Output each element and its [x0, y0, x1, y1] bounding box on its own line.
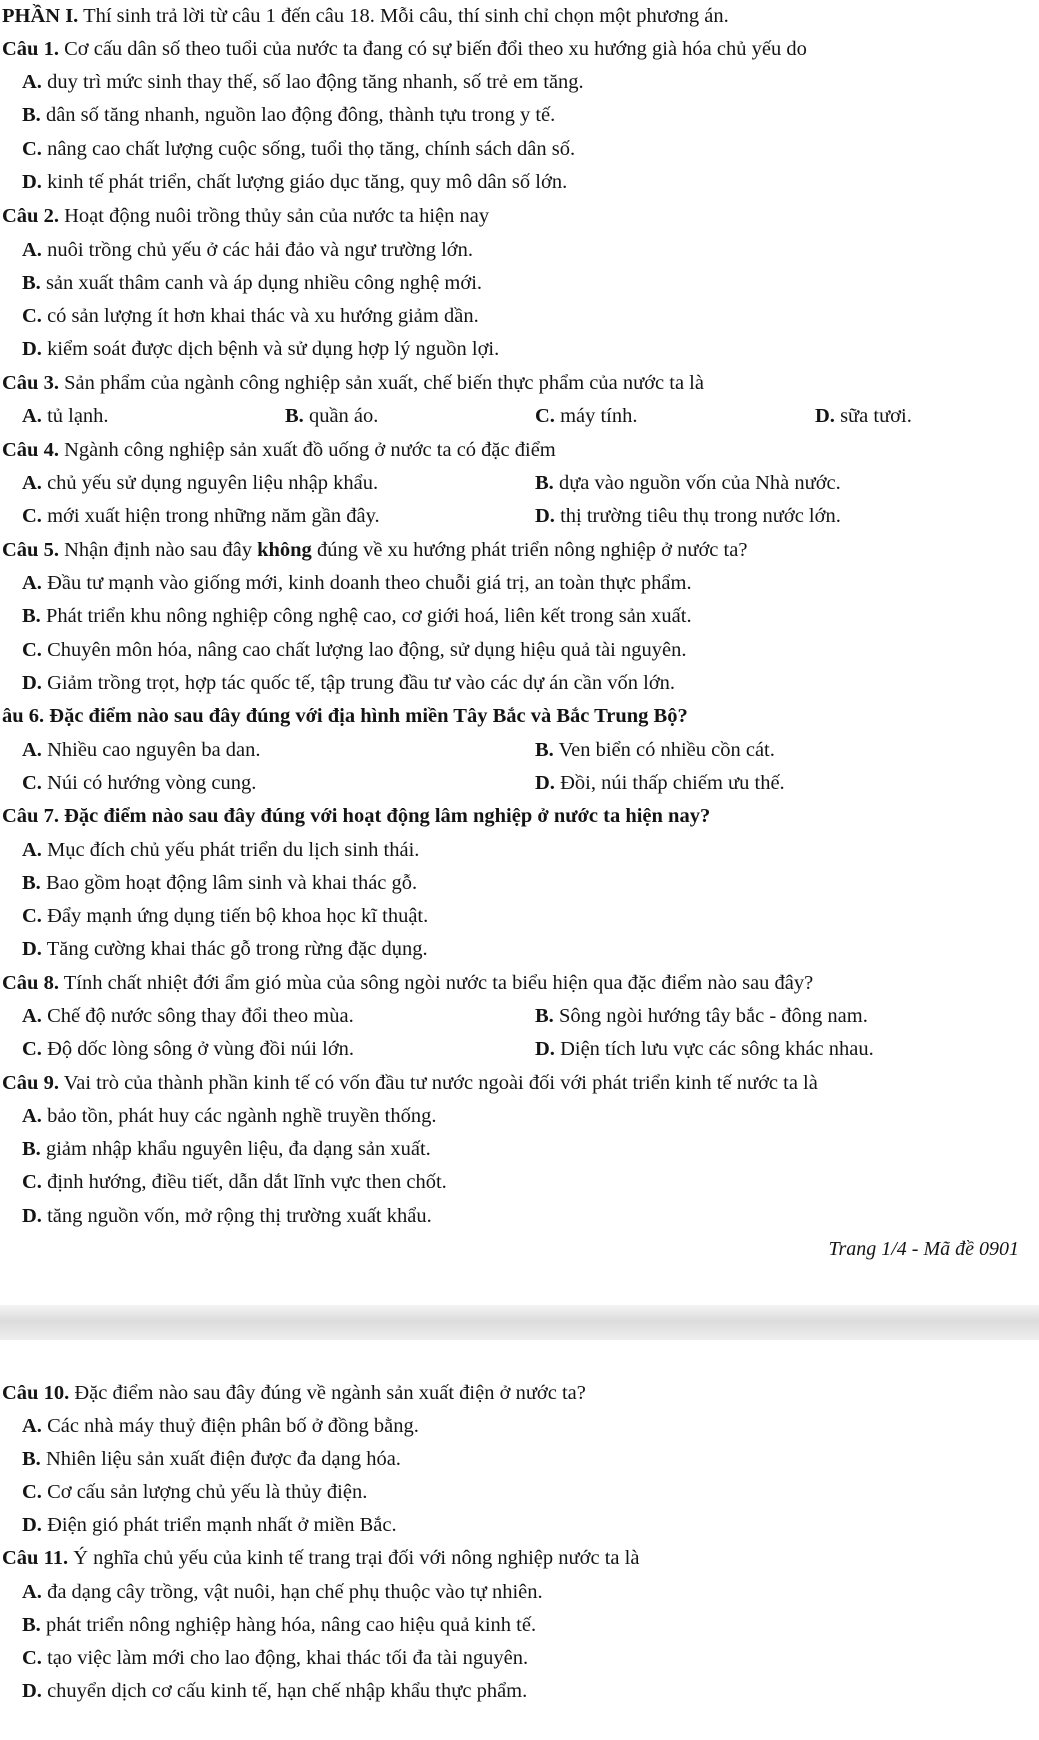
option-letter: B.	[285, 405, 304, 427]
question-1	[2, 36, 807, 62]
option-text: Nhiên liệu sản xuất điện được đa dạng hóa.	[40, 1448, 401, 1470]
option-text: định hướng, điều tiết, dẫn dắt lĩnh vực then chốt.	[41, 1171, 447, 1193]
question-2-option-c	[22, 303, 479, 329]
option-letter: A.	[22, 1415, 42, 1437]
question-2-option-b	[22, 270, 482, 296]
question-label: Câu 5.	[2, 539, 59, 561]
question-6	[2, 703, 688, 729]
option-text: Bao gồm hoạt động lâm sinh và khai thác gỗ.	[40, 872, 418, 894]
question-5	[2, 537, 747, 563]
question-7-option-a	[22, 837, 419, 863]
option-text: tăng nguồn vốn, mở rộng thị trường xuất khẩu.	[41, 1205, 432, 1227]
option-letter: D.	[535, 505, 555, 527]
option-letter: B.	[22, 872, 41, 894]
question-4	[2, 437, 556, 463]
section-instruction: Thí sinh trả lời từ câu 1 đến câu 18. Mỗi câu, thí sinh chỉ chọn một phương án.	[78, 5, 729, 27]
option-letter: C.	[22, 639, 42, 661]
option-letter: C.	[535, 405, 555, 427]
question-11-option-b	[22, 1612, 536, 1638]
question-2	[2, 203, 489, 229]
question-4-option-d	[535, 503, 841, 529]
option-text: Nhiều cao nguyên ba dan.	[41, 739, 261, 761]
option-text: có sản lượng ít hơn khai thác và xu hướng giảm dần.	[41, 305, 479, 327]
option-letter: D.	[22, 338, 42, 360]
question-text: Hoạt động nuôi trồng thủy sản của nước ta hiện nay	[58, 205, 490, 227]
option-text: Cơ cấu sản lượng chủ yếu là thủy điện.	[41, 1481, 368, 1503]
option-text: bảo tồn, phát huy các ngành nghề truyền thống.	[41, 1105, 437, 1127]
question-8-option-b	[535, 1003, 868, 1029]
option-letter: A.	[22, 239, 42, 261]
question-2-option-a	[22, 237, 473, 263]
option-text: đa dạng cây trồng, vật nuôi, hạn chế phụ thuộc vào tự nhiên.	[41, 1581, 543, 1603]
section-header	[2, 3, 729, 29]
option-text: dân số tăng nhanh, nguồn lao động đông, thành tựu trong y tế.	[40, 104, 556, 126]
question-label: Câu 3.	[2, 372, 59, 394]
option-text: kiểm soát được dịch bệnh và sử dụng hợp lý nguồn lợi.	[41, 338, 500, 360]
question-text: Vai trò của thành phần kinh tế có vốn đầu tư nước ngoài đối với phát triển kinh tế nước ta là	[58, 1072, 818, 1094]
question-10-option-d	[22, 1512, 397, 1538]
question-label: Câu 2.	[2, 205, 59, 227]
question-8-option-d	[535, 1036, 874, 1062]
option-text: Độ dốc lòng sông ở vùng đồi núi lớn.	[41, 1038, 355, 1060]
question-6-option-d	[535, 770, 785, 796]
option-letter: A.	[22, 572, 42, 594]
question-3	[2, 370, 704, 396]
question-5-option-d	[22, 670, 675, 696]
question-9-option-b	[22, 1136, 431, 1162]
option-letter: D.	[22, 1205, 42, 1227]
question-10-option-b	[22, 1446, 401, 1472]
option-text: Đồi, núi thấp chiếm ưu thế.	[554, 772, 785, 794]
option-text: Sông ngòi hướng tây bắc - đông nam.	[553, 1005, 868, 1027]
question-3-option-b	[285, 403, 378, 429]
question-7-option-b	[22, 870, 417, 896]
option-letter: C.	[22, 772, 42, 794]
question-4-option-b	[535, 470, 841, 496]
option-text: Chuyên môn hóa, nâng cao chất lượng lao động, sử dụng hiệu quả tài nguyên.	[41, 639, 687, 661]
option-letter: A.	[22, 839, 42, 861]
option-letter: C.	[22, 1647, 42, 1669]
option-letter: B.	[22, 104, 41, 126]
option-letter: D.	[535, 772, 555, 794]
question-5-option-a	[22, 570, 692, 596]
question-10-option-c	[22, 1479, 367, 1505]
option-letter: C.	[22, 138, 42, 160]
option-text: sữa tươi.	[834, 405, 912, 427]
question-6-option-c	[22, 770, 256, 796]
question-3-option-c	[535, 403, 638, 429]
option-letter: D.	[22, 1680, 42, 1702]
option-text: Ven biển có nhiều cồn cát.	[553, 739, 775, 761]
question-text: Cơ cấu dân số theo tuổi của nước ta đang có sự biến đổi theo xu hướng già hóa chủ yếu do	[58, 38, 807, 60]
question-label: Câu 8.	[2, 972, 59, 994]
option-letter: B.	[535, 1005, 554, 1027]
option-letter: A.	[22, 405, 42, 427]
question-label: Câu 11.	[2, 1547, 69, 1569]
option-text: sản xuất thâm canh và áp dụng nhiều công nghệ mới.	[40, 272, 483, 294]
question-1-option-d	[22, 169, 567, 195]
question-5-option-b	[22, 603, 692, 629]
option-text: kinh tế phát triển, chất lượng giáo dục tăng, quy mô dân số lớn.	[41, 171, 568, 193]
question-text: Ý nghĩa chủ yếu của kinh tế trang trại đối với nông nghiệp nước ta là	[68, 1547, 640, 1569]
question-1-option-b	[22, 102, 555, 128]
option-text: Núi có hướng vòng cung.	[41, 772, 257, 794]
option-letter: C.	[22, 905, 42, 927]
question-4-option-a	[22, 470, 378, 496]
option-text: Đầu tư mạnh vào giống mới, kinh doanh theo chuỗi giá trị, an toàn thực phẩm.	[41, 572, 692, 594]
page-footer: Trang 1/4 - Mã đề 0901	[828, 1238, 1019, 1260]
question-label: Câu 10.	[2, 1382, 70, 1404]
option-letter: A.	[22, 1005, 42, 1027]
question-text: Nhận định nào sau đây	[58, 539, 258, 561]
option-text: dựa vào nguồn vốn của Nhà nước.	[553, 472, 841, 494]
option-text: tủ lạnh.	[41, 405, 109, 427]
option-text: duy trì mức sinh thay thế, số lao động tăng nhanh, số trẻ em tăng.	[41, 71, 584, 93]
section-title: PHẦN I.	[2, 5, 79, 27]
option-text: Giảm trồng trọt, hợp tác quốc tế, tập trung đầu tư vào các dự án cần vốn lớn.	[41, 672, 676, 694]
option-letter: B.	[535, 739, 554, 761]
question-label: Câu 1.	[2, 38, 59, 60]
option-letter: D.	[22, 1514, 42, 1536]
option-letter: B.	[22, 272, 41, 294]
question-text: Đặc điểm nào sau đây đúng về ngành sản xuất điện ở nước ta?	[69, 1382, 586, 1404]
question-7-option-d	[22, 936, 428, 962]
question-emphasis: không	[257, 539, 312, 561]
option-text: tạo việc làm mới cho lao động, khai thác tối đa tài nguyên.	[41, 1647, 529, 1669]
option-letter: A.	[22, 739, 42, 761]
question-1-option-c	[22, 136, 575, 162]
option-letter: C.	[22, 1038, 42, 1060]
option-letter: A.	[22, 71, 42, 93]
question-3-option-a	[22, 403, 109, 429]
option-letter: C.	[22, 305, 42, 327]
option-letter: D.	[22, 171, 42, 193]
option-text: Điện gió phát triển mạnh nhất ở miền Bắc.	[41, 1514, 397, 1536]
question-8	[2, 970, 813, 996]
option-text: giảm nhập khẩu nguyên liệu, đa dạng sản xuất.	[40, 1138, 431, 1160]
question-10-option-a	[22, 1413, 419, 1439]
option-text: Chế độ nước sông thay đổi theo mùa.	[41, 1005, 354, 1027]
option-text: Đẩy mạnh ứng dụng tiến bộ khoa học kĩ thuật.	[41, 905, 429, 927]
option-letter: B.	[22, 1614, 41, 1636]
option-letter: A.	[22, 1581, 42, 1603]
option-text: nuôi trồng chủ yếu ở các hải đảo và ngư trường lớn.	[41, 239, 473, 261]
option-letter: D.	[535, 1038, 555, 1060]
question-3-option-d	[815, 403, 912, 429]
option-letter: D.	[815, 405, 835, 427]
question-9	[2, 1070, 818, 1096]
option-text: Tăng cường khai thác gỗ trong rừng đặc dụng.	[41, 938, 428, 960]
option-letter: A.	[22, 472, 42, 494]
question-11-option-c	[22, 1645, 528, 1671]
option-text: Các nhà máy thuỷ điện phân bố ở đồng bằng.	[41, 1415, 419, 1437]
question-text: đúng về xu hướng phát triển nông nghiệp ở nước ta?	[311, 539, 748, 561]
question-9-option-d	[22, 1203, 432, 1229]
option-letter: C.	[22, 505, 42, 527]
question-6-option-b	[535, 737, 775, 763]
question-label: Câu 9.	[2, 1072, 59, 1094]
exam-page-2	[0, 1340, 1039, 1740]
option-letter: C.	[22, 1171, 42, 1193]
option-text: Mục đích chủ yếu phát triển du lịch sinh thái.	[41, 839, 420, 861]
option-text: máy tính.	[554, 405, 638, 427]
option-text: phát triển nông nghiệp hàng hóa, nâng cao hiệu quả kinh tế.	[40, 1614, 537, 1636]
option-letter: B.	[22, 605, 41, 627]
question-text: Ngành công nghiệp sản xuất đồ uống ở nước ta có đặc điểm	[58, 439, 556, 461]
option-text: quần áo.	[303, 405, 379, 427]
question-label: âu 6. Đặc điểm nào sau đây đúng với địa hình miền Tây Bắc và Bắc Trung Bộ?	[2, 705, 688, 727]
option-letter: D.	[22, 938, 42, 960]
option-text: nâng cao chất lượng cuộc sống, tuổi thọ tăng, chính sách dân số.	[41, 138, 576, 160]
option-letter: C.	[22, 1481, 42, 1503]
question-11	[2, 1545, 639, 1571]
question-4-option-c	[22, 503, 380, 529]
option-text: Diện tích lưu vực các sông khác nhau.	[554, 1038, 874, 1060]
question-5-option-c	[22, 637, 686, 663]
option-text: thị trường tiêu thụ trong nước lớn.	[554, 505, 841, 527]
question-2-option-d	[22, 336, 499, 362]
option-letter: B.	[535, 472, 554, 494]
option-letter: B.	[22, 1138, 41, 1160]
question-8-option-a	[22, 1003, 354, 1029]
question-10	[2, 1380, 586, 1406]
question-label: Câu 7. Đặc điểm nào sau đây đúng với hoạt động lâm nghiệp ở nước ta hiện nay?	[2, 805, 711, 827]
page-separator	[0, 1305, 1039, 1340]
question-7	[2, 803, 710, 829]
question-label: Câu 4.	[2, 439, 59, 461]
question-6-option-a	[22, 737, 261, 763]
question-8-option-c	[22, 1036, 354, 1062]
option-letter: B.	[22, 1448, 41, 1470]
question-7-option-c	[22, 903, 428, 929]
question-text: Sản phẩm của ngành công nghiệp sản xuất, chế biến thực phẩm của nước ta là	[58, 372, 704, 394]
question-1-option-a	[22, 69, 584, 95]
question-11-option-a	[22, 1579, 543, 1605]
option-text: chủ yếu sử dụng nguyên liệu nhập khẩu.	[41, 472, 379, 494]
option-letter: A.	[22, 1105, 42, 1127]
question-9-option-a	[22, 1103, 436, 1129]
option-text: mới xuất hiện trong những năm gần đây.	[41, 505, 380, 527]
option-text: chuyển dịch cơ cấu kinh tế, hạn chế nhập khẩu thực phẩm.	[41, 1680, 528, 1702]
question-9-option-c	[22, 1169, 447, 1195]
option-text: Phát triển khu nông nghiệp công nghệ cao, cơ giới hoá, liên kết trong sản xuất.	[40, 605, 692, 627]
question-11-option-d	[22, 1678, 527, 1704]
option-letter: D.	[22, 672, 42, 694]
question-text: Tính chất nhiệt đới ẩm gió mùa của sông ngòi nước ta biểu hiện qua đặc điểm nào sau đây?	[58, 972, 814, 994]
